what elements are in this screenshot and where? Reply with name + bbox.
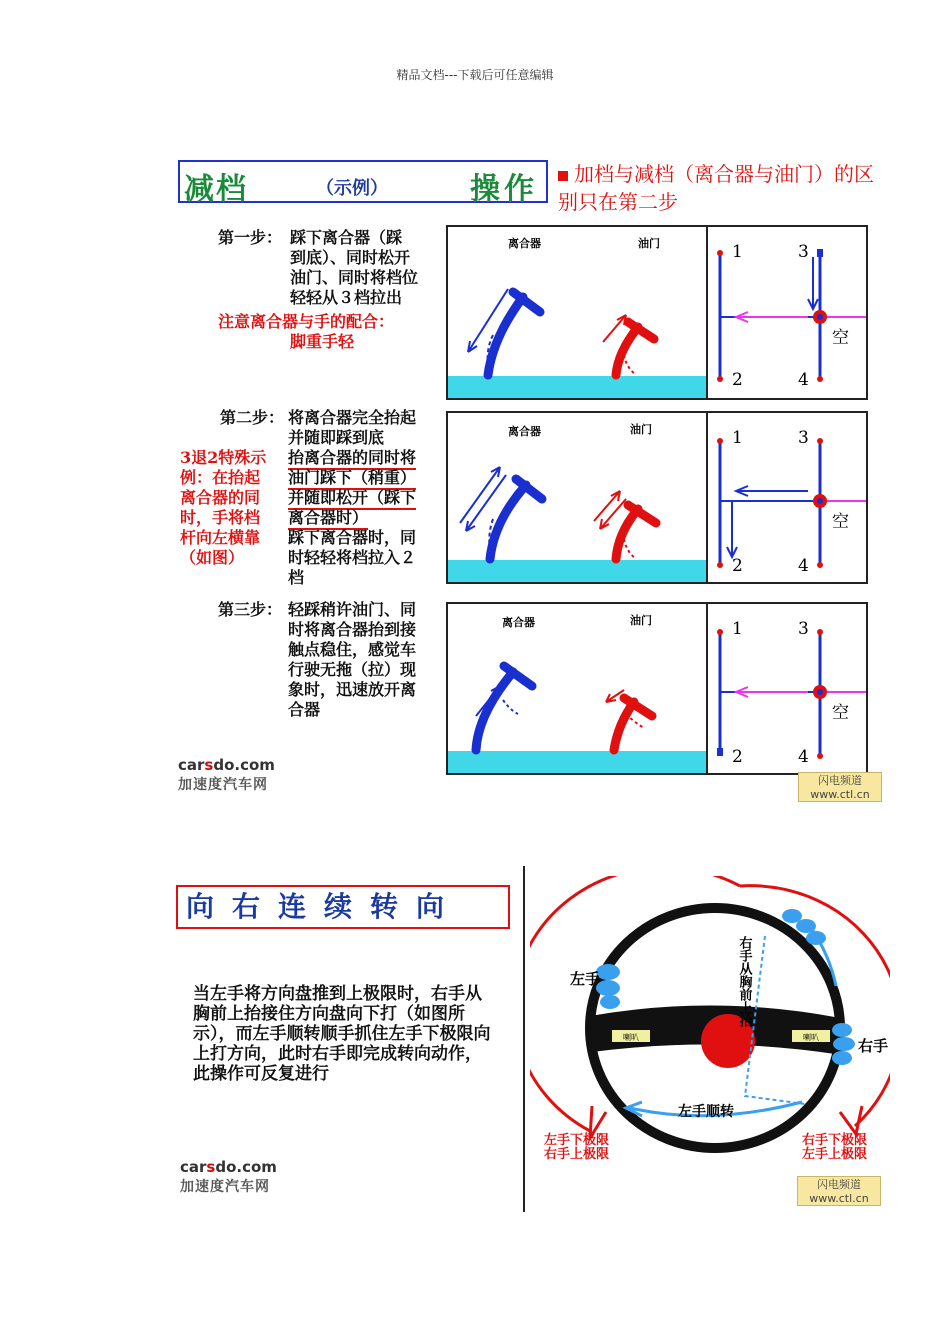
clutch-label: 离合器 xyxy=(508,425,541,438)
pedal-panel-step1 xyxy=(446,225,708,400)
carsdo-logo: carsdo.com 加速度汽车网 xyxy=(180,1158,277,1195)
horn-label-right: 喇叭 xyxy=(803,1033,819,1042)
left-hand-label: 左手 xyxy=(570,970,601,988)
throttle-label: 油门 xyxy=(630,423,652,436)
step3-line: 行驶无拖（拉）现 xyxy=(288,660,417,679)
gear-1-label: 1 xyxy=(732,428,743,448)
step2-line: 踩下离合器时，同 xyxy=(288,528,417,547)
right-hand-from-chest-label: 右手从胸前上抬 xyxy=(736,936,752,1027)
floor-strip xyxy=(448,560,706,582)
step1-line: 到底）、同时松开 xyxy=(290,248,411,267)
neutral-label: 空 xyxy=(832,328,849,348)
step1-label: 第一步： xyxy=(218,228,283,247)
step1-line: 踩下离合器（踩 xyxy=(290,228,403,247)
downshift-title-box xyxy=(178,160,548,207)
left-red-arc xyxy=(530,876,740,1131)
right-bottom-limit-label: 右手下极限 xyxy=(802,1133,868,1148)
gear-4-label: 4 xyxy=(798,370,809,390)
right-hand-icon xyxy=(832,1023,855,1065)
left-bottom-limit-label: 右手上极限 xyxy=(544,1147,610,1162)
step2-special-note: （如图） xyxy=(180,548,245,567)
throttle-pedal-icon xyxy=(594,491,656,559)
floor-strip xyxy=(448,751,706,773)
gear-panel-step3 xyxy=(706,602,868,775)
gear-3-label: 3 xyxy=(798,619,809,639)
clutch-pedal-icon xyxy=(468,289,540,375)
step2-line: 油门踩下（稍重） xyxy=(288,468,416,490)
step2-line: 抬离合器的同时将 xyxy=(288,448,416,470)
throttle-label: 油门 xyxy=(638,237,660,250)
step3-line: 时将离合器抬到接 xyxy=(288,620,417,639)
step2-special-note: 例：在抬起 xyxy=(180,468,261,487)
step1-note: 脚重手轻 xyxy=(290,332,355,351)
step2-special-note: 杆向左横靠 xyxy=(180,528,261,547)
step1-note: 注意离合器与手的配合： xyxy=(218,312,395,331)
flash-channel-badge: 闪电频道 www.ctl.cn xyxy=(798,772,882,802)
gear-1-label: 1 xyxy=(732,619,743,639)
steering-wheel-diagram xyxy=(530,876,890,1176)
step3-label: 第三步： xyxy=(218,600,283,619)
section-divider xyxy=(523,866,525,1212)
step2-line: 档 xyxy=(288,568,305,587)
step2-line: 并随即松开（踩下 xyxy=(288,488,416,510)
gear-2-label: 2 xyxy=(732,747,743,767)
step2-label: 第二步： xyxy=(220,408,285,427)
right-bottom-limit-label: 左手上极限 xyxy=(802,1147,868,1162)
pedal-panel-step2 xyxy=(446,411,708,584)
clutch-label: 离合器 xyxy=(508,237,541,250)
step2-line: 将离合器完全抬起 xyxy=(288,408,417,427)
step1-line: 轻轻从３档拉出 xyxy=(290,288,403,307)
red-square-bullet-icon xyxy=(558,171,568,181)
gear-2-label: 2 xyxy=(732,370,743,390)
step2-special-note: 时，手将档 xyxy=(180,508,261,527)
carsdo-logo: carsdo.com 加速度汽车网 xyxy=(178,756,275,793)
neutral-label: 空 xyxy=(832,703,849,723)
step3-line: 象时，迅速放开离 xyxy=(288,680,417,699)
step2-line: 并随即踩到底 xyxy=(288,428,385,447)
step2-line: 离合器时） xyxy=(288,508,368,530)
gear-3-label: 3 xyxy=(798,428,809,448)
gear-1-label: 1 xyxy=(732,242,743,262)
downshift-title: 减档 xyxy=(184,172,248,207)
throttle-label: 油门 xyxy=(630,614,652,627)
gear-4-label: 4 xyxy=(798,556,809,576)
throttle-pedal-icon xyxy=(603,315,654,375)
horn-label-left: 喇叭 xyxy=(623,1033,639,1042)
step2-line: 时轻轻将档拉入２ xyxy=(288,548,417,567)
gear-2-label: 2 xyxy=(732,556,743,576)
step2-special-note: 离合器的同 xyxy=(180,488,261,507)
left-bottom-limit-label: 左手下极限 xyxy=(544,1133,610,1148)
clutch-pedal-icon xyxy=(476,666,532,750)
throttle-pedal-icon xyxy=(606,690,652,750)
turning-title: 向右连续转向 xyxy=(176,885,510,929)
document-header-note: 精品文档---下载后可任意编辑 xyxy=(396,68,554,82)
downshift-title-example: （示例） xyxy=(316,178,388,199)
right-hand-label: 右手 xyxy=(858,1037,889,1055)
step1-line: 油门、同时将档位 xyxy=(290,268,419,287)
step3-line: 合器 xyxy=(288,700,321,719)
downshift-side-note: 加档与减档（离合器与油门）的区别只在第二步 xyxy=(558,162,874,214)
gear-4-label: 4 xyxy=(798,747,809,767)
gear-panel-step1 xyxy=(706,225,868,400)
step3-line: 触点稳住，感觉车 xyxy=(288,640,417,659)
pedal-panel-step3 xyxy=(446,602,708,775)
step2-special-note: 3退2特殊示 xyxy=(180,448,267,467)
left-hand-along-label: 左手顺转 xyxy=(678,1104,734,1120)
clutch-pedal-icon xyxy=(460,467,542,559)
neutral-label: 空 xyxy=(832,512,849,532)
downshift-title-operation: 操作 xyxy=(470,172,538,207)
step3-line: 轻踩稍许油门、同 xyxy=(288,600,417,619)
turning-paragraph: 当左手将方向盘推到上极限时，右手从胸前上抬接住方向盘向下打（如图所示），而左手顺转顺手抓住左手下极限向上打方向，此时右手即完成转向动作，此操作可反复进行 xyxy=(193,984,491,1084)
gear-panel-step2 xyxy=(706,411,868,584)
gear-3-label: 3 xyxy=(798,242,809,262)
flash-channel-badge: 闪电频道 www.ctl.cn xyxy=(797,1176,881,1206)
clutch-label: 离合器 xyxy=(502,616,535,629)
